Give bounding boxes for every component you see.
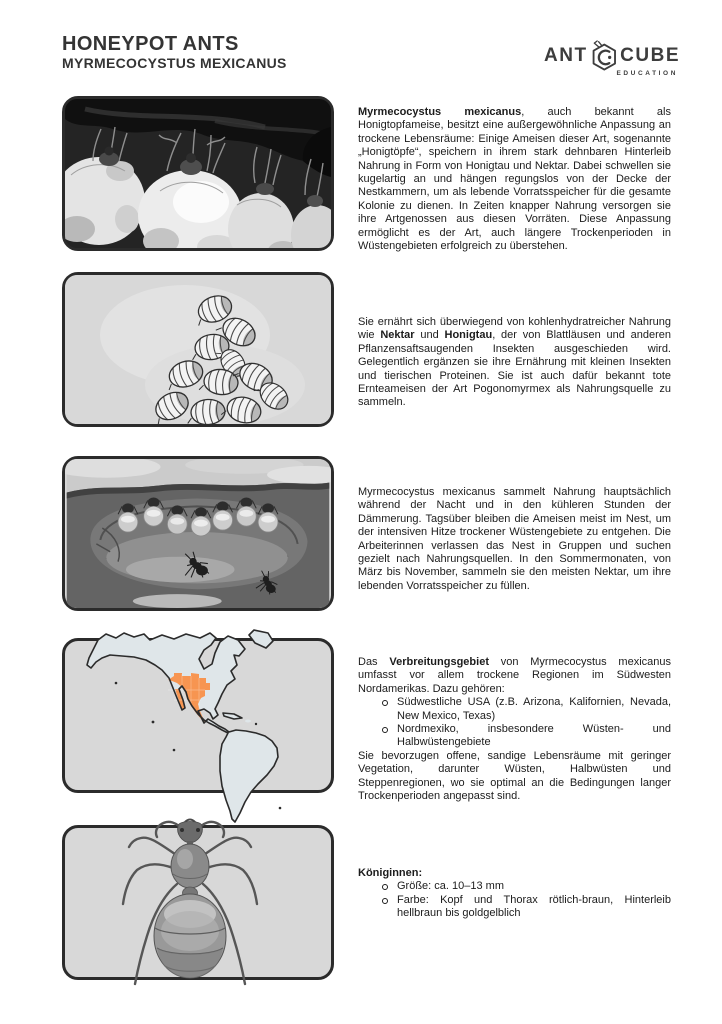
distribution-outro: Sie bevorzugen offene, sandige Lebensräume mit geringer Vegetation, darunter Wüsten, Halbwüsten und Steppenregionen, wo sie optimal an die Bedingungen langer Trockenperioden angepasst sind. [358,749,671,803]
aphid-cluster-illustration [65,275,331,424]
circle-bullet-icon [382,700,388,706]
distribution-text [358,656,671,803]
bullet-text: Südwestliche USA (z.B. Arizona, Kalifornien, Nevada, New Mexico, Texas) [397,696,671,722]
queens-list [358,880,671,920]
circle-bullet-icon [382,727,388,733]
diet-paragraph: Sie ernährt sich überwiegend von kohlenhydratreicher Nahrung wie Nektar und Honigtau, der von Blattläusen und anderen Pflanzensaftsaugenden Insekten ausgeschieden wird. Gelegentlich ergänzen sie ihre Ernährung mit kleinen Insekten und tierischen Proteinen. Sie ist auch dafür bekannt tote Ernteameisen der Art Pogonomyrmex als Nahrungsquelle zu sammeln. [358,316,672,409]
bullet-text: Nordmexiko, insbesondere Wüsten- und Halbwüstengebiete [397,723,671,749]
list-item [358,894,671,921]
bullet-text: Größe: ca. 10–13 mm [397,880,504,893]
queens-heading: Königinnen: [358,867,423,879]
page-header [62,34,287,71]
logo-word-cube: CUBE [620,45,680,66]
antcube-logo [544,34,680,82]
queen-illustration-panel [62,825,334,980]
page-subtitle: MYRMECOCYSTUS MEXICANUS [62,55,287,71]
storage-illustration-panel [62,96,334,251]
logo-tagline: EDUCATION [616,70,678,77]
honeypots-ceiling-illustration [65,99,331,248]
foraging-illustration-panel [62,456,334,611]
queens-text [358,867,671,921]
bullet-text: Farbe: Kopf und Thorax rötlich-braun, Hinterleib hellbraun bis goldgelblich [397,893,671,920]
page-title: HONEYPOT ANTS [62,33,239,55]
diet-illustration-panel [62,272,334,427]
distribution-map-panel [62,638,334,793]
circle-bullet-icon [382,898,388,904]
list-item [358,696,671,723]
americas-range-map [58,628,330,828]
nest-chamber-illustration [65,459,331,608]
circle-bullet-icon [382,884,388,890]
storage-paragraph: Myrmecocystus mexicanus, auch bekannt als Honigtopfameise, besitzt eine außergewöhnliche Anpassung an trockene Lebensräume: Einige Ameisen dieser Art, sogenannte „Honigtöpfe“, speichern in ihrem stark dehnbaren Hinterleib Nahrung in Form von Honigtau und Nektar. Dabei schwellen sie kugelartig an und hängen regungslos von der Decke der Nestkammern, um als lebende Vorratsspeicher für die gesamte Kolonie zu dienen. In Zeiten knapper Nahrung versorgen sie ihre Artgenossen aus diesen Vorräten. Diese Anpassung ermöglicht es der Art, auch längere Trockenperioden in Wüstengebieten erfolgreich zu überstehen. [358,106,671,253]
distribution-list [358,696,671,750]
hexagon-ant-icon [590,34,619,78]
list-item [358,723,671,750]
foraging-paragraph: Myrmecocystus mexicanus sammelt Nahrung hauptsächlich während der Nacht und in den kühleren Stunden der Dämmerung. Tagsüber bleiben die Ameisen meist im Nest, um der intensiven Hitze trockener Wüstengebiete zu entgehen. Die Arbeiterinnen verlassen das Nest in Gruppen und suchen gezielt nach Nahrungsquellen. In den Sommermonaten, von März bis November, sammeln sie den meisten Nektar, um ihre lebenden Vorratsspeicher zu füllen. [358,486,671,592]
list-item [358,880,671,893]
logo-word-ant: ANT [544,45,588,66]
queen-ant-illustration [65,816,331,994]
distribution-intro: Das Verbreitungsgebiet von Myrmecocystus mexicanus umfasst vor allem trockene Regionen im Südwesten Nordamerikas. Dazu gehören: [358,656,671,695]
